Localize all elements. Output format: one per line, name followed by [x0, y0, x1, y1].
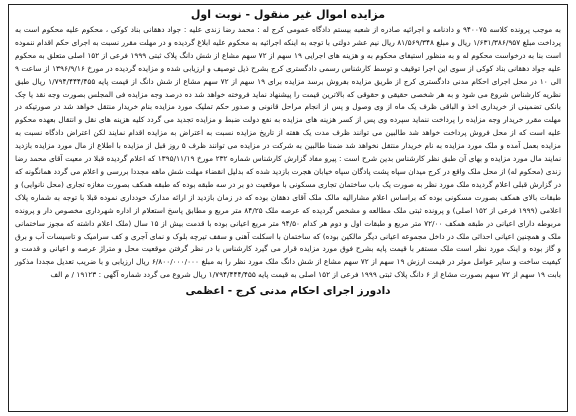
notice-body: به موجب پرونده کلاسه ۹۴۰۰۷۵ و دادنامه و اجرائیه صادره از شعبه بیستم دادگاه عمومی کرج له : محمد رضا زندی علیه : جواد دهقانی بناد کوکی ، محکوم علیه محکوم است به پرداخت مبلغ ۱/۶۳۱/۳۸۶/۹۵۷ ریال و مبلغ ۸۱/۵۶۹/۳۴۸ ریال نیم عشر دولتی با توجه به اینکه اجرائیه به محکوم علیه ابلاغ گردیده و در مهلت مقرر نسبت به اجرای حکم اقدام ننموده است بنا به درخواست محکوم له و به منظور استیفای محکوم به و هزینه های اجرایی ۱۹ سهم از ۷۲ سهم مشاع از شش دانگ پلاک ثبتی ۱۹۹۹ فرعی از ۱۵۲ اصلی متعلق به محکوم علیه جواد دهقانی بناد کوکی از سوی این اجرا توقیف و توسط کارشناس رسمی دادگستری کرج بشرح ذیل توصیف و ارزیابی شده و مزایده گردیده در مورخ ۱۳۹۶/۹/۱۶ از ساعت ۹ الی ۱۰ در محل اجرای احکام مدنی دادگستری کرج از طریق مزایده بفروش برسد مزایده برای ۱۹ سهم از ۷۲ سهم مشاع از شش دانگ از قیمت پایه ۱/۷۹۴/۴۴۴/۴۵۵ ریال طبق نظریه کارشناس شروع می شود و به هر شخصی حقیقی و حقوقی که بالاترین قیمت را پیشنهاد نماید فروخته خواهد شد ده درصد وجه مزایده فی المجلس بصورت وجه نقد یا چک بانکی تضمینی از خریداری اخذ و الباقی ظرف یک ماه از وی وصول و پس از انجام مراحل قانونی و صدور حکم تملیک مورد مزایده بنام خریدار منتقل خواهد شد در صورتیکه در مهلت مقرر خریدار وجه مزایده را پرداخت ننماید سپرده وی پس از کسر هزینه های مزایده به نفع دولت ضبط و مزایده تجدید می گردد کلیه هزینه های نقل و انتقال بعهده محکوم علیه است که از محل فروش پرداخت خواهد شد طالبین می توانند ظرف مدت یک هفته از تاریخ مزایده نسبت به اعتراض به مزایده اقدام نمایند لکن اعتراض دادگاه نسبت به مزایده بعمل آمده و ملک مورد مزایده به نام خریدار منتقل نخواهد شد ضمنا طالبین به شرکت در مزایده می توانند ظرف ۵ روز قبل از مزایده با اطلاع از مال مورد مزایده بازدید نمایند مال مورد مزایده و بهای آن طبق نظر کارشناس بدین شرح است : پیرو مفاد گزارش کارشناس شماره ۲۳۲ مورخ ۱۳۹۵/۱۱/۱۹ که اعلام گردیده قبلا در معیت آقای محمد رضا زندی (محکوم له) از محل ملک واقع در کرج میدان سپاه پشت پادگان سپاه خیابان هجرت بازدید شده که بدلیل انقضاء مهلت شش ماهه مجددا بررسی و اعلام می گردد همانگونه که در گزارش قبلی اعلام گردیده ملک مورد نظر به صورت یک باب ساختمان تجاری مسکونی با موقعیت دو بر در سه طبقه بوده که طبقه همکف بصورت مغازه تجاری (محل نانوایی) و طبقات بالای همکف بصورت مسکونی بوده که براساس اعلام مشارالیه مالک ملک آقای دهقان بوده که در زمان بازدید از ارائه مدارک خودداری نموده قبلا با توجه به شماره پلاک اعلامی (۱۹۹۹ فرعی از ۱۵۲ اصلی) و پرونده ثبتی ملک مطالعه و مشخص گردیده که عرصه ملک ۸۴/۲۵ متر مربع و مطابق پاسخ استعلام از اداره شهرداری مخصوص دار و پرونده مربوطه دارای اعیانی در طبقه همکف ۷۲/۰۰ متر مربع و طبقات اول و دوم هر کدام ۹۴/۵۰ متر مربع اعیانی بوده با قدمت بیش از ۱۵ سال (ملک اعلام داشته که مجوز ساختمانی ملک و همچنین اعیانی احداثی ملک در داخل مجموعه اعیانی دیگر مالکین بوده) که ساختمان با اسکلت آهنی و سقف تیرچه بلوک و نمای آجری و کف سرامیک و تاسیسات آب و برق و گاز بوده و اینک مورد نظر است ملک مستقر با قیمت پایه بشرح فوق مورد مزایده قرار می گیرد کارشناس با در نظر گرفتن موقعیت محل و متراژ عرصه و اعیانی و قدمت و کیفیت ساخت و سایر عوامل موثر در قیمت ارزش ۱۹ سهم از ۷۲ سهم مشاع از شش دانگ ملک مورد نظر را به مبلغ ۶/۸۰۰/۰۰۰/۰۰۰ ریال ارزیابی و با ضریب تعدیل مجددا مذکور بابت ۱۹ سهم از ۷۲ سهم بصورت مشاع از ۶ دانگ پلاک ثبتی ۱۹۹۹ فرعی از ۱۵۲ اصلی به قیمت پایه ۱/۷۹۴/۴۴۴/۴۵۵ ریال شروع می گردد شماره آگهی : ۱۹۱۲۳ / م الف [15, 25, 562, 280]
notice-title: مزایده اموال غیر منقول - نوبت اول [190, 8, 386, 21]
notice-signature: دادورز اجرای احکام مدنی کرج - اعظمی [185, 285, 391, 298]
auction-notice [8, 4, 568, 412]
